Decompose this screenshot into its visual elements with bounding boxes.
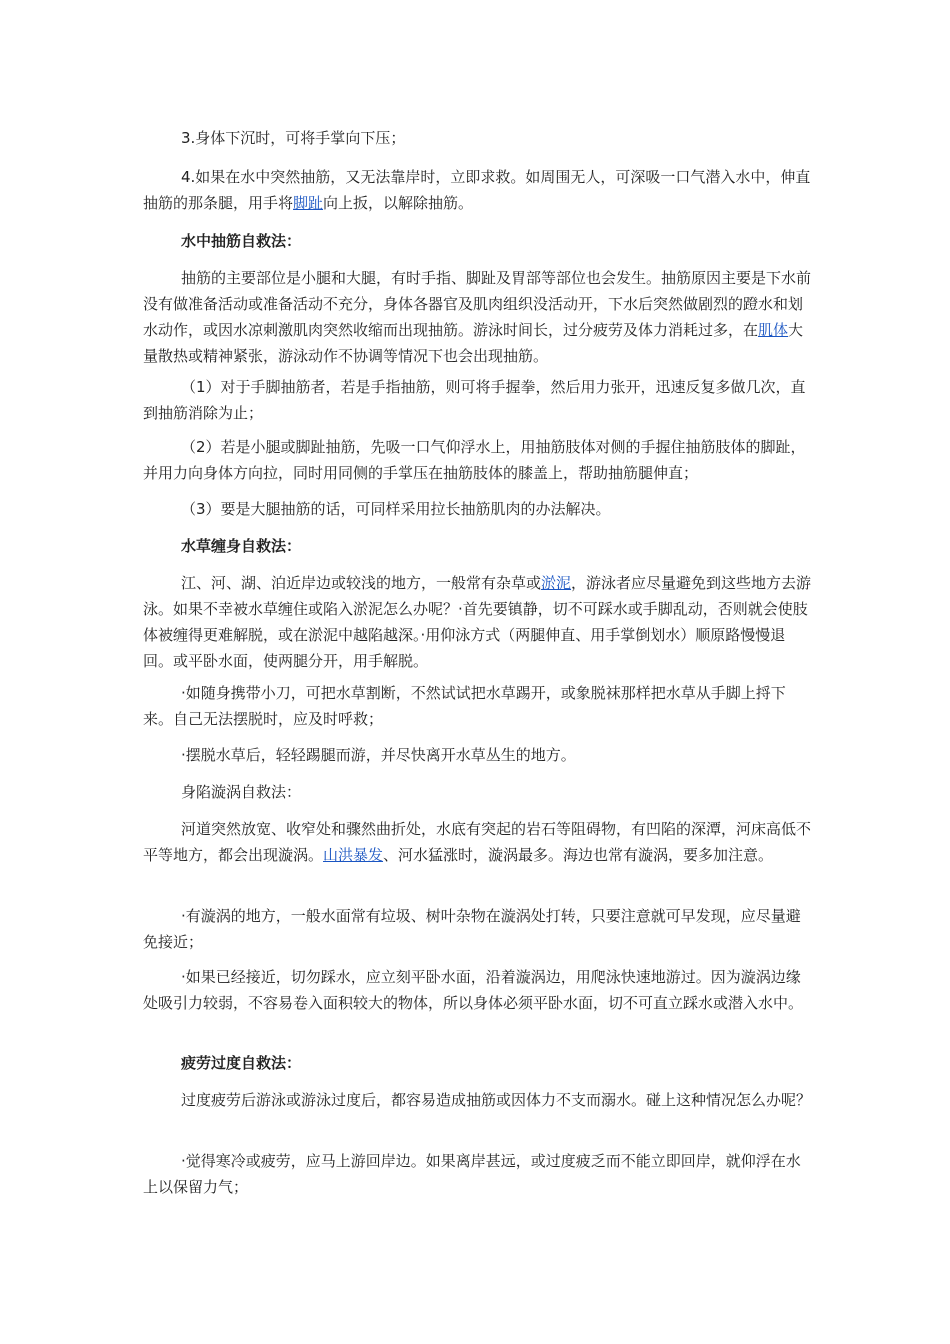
paragraph-calf-cramp: （2）若是小腿或脚趾抽筋，先吸一口气仰浮水上，用抽筋肢体对侧的手握住抽筋肢体的脚趾，并用力向身体方向拉，同时用同侧的手掌压在抽筋肢体的膝盖上，帮助抽筋腿伸直； [143, 438, 806, 482]
heading-weed-self-rescue: 水草缠身自救法： [181, 537, 302, 555]
paragraph-step-4: 4.如果在水中突然抽筋，又无法靠岸时，立即求救。如周围无人，可深吸一口气潜入水中，伸直抽筋的那条腿，用手将脚趾向上扳，以解除抽筋。 [143, 168, 811, 212]
paragraph-hand-cramp: （1）对于手脚抽筋者，若是手指抽筋，则可将手握拳，然后用力张开，迅速反复多做几次，直到抽筋消除为止； [143, 378, 806, 422]
heading-fatigue-self-rescue: 疲劳过度自救法： [181, 1054, 302, 1072]
paragraph-step-3: 3.身体下沉时，可将手掌向下压； [181, 129, 406, 147]
paragraph-thigh-cramp: （3）要是大腿抽筋的话，可同样采用拉长抽筋肌肉的办法解决。 [181, 500, 611, 518]
paragraph-whirlpool: 河道突然放宽、收窄处和骤然曲折处，水底有突起的岩石等阻碍物，有凹陷的深潭，河床高低不平等地方，都会出现漩涡。山洪暴发、河水猛涨时，漩涡最多。海边也常有漩涡，要多加注意。 [143, 820, 812, 864]
paragraph-fatigue: 过度疲劳后游泳或游泳过度后，都容易造成抽筋或因体力不支而溺水。碰上这种情况怎么办呢？ [181, 1091, 812, 1109]
paragraph-cold-fatigue: ·觉得寒冷或疲劳，应马上游回岸边。如果离岸甚远，或过度疲乏而不能立即回岸，就仰浮在水上以保留力气； [143, 1152, 801, 1196]
link-flash-flood[interactable]: 山洪暴发 [323, 846, 384, 864]
paragraph-avoid-whirlpool: ·有漩涡的地方，一般水面常有垃圾、树叶杂物在漩涡处打转，只要注意就可早发现，应尽量避免接近； [143, 907, 801, 951]
paragraph-cramp-causes: 抽筋的主要部位是小腿和大腿，有时手指、脚趾及胃部等部位也会发生。抽筋原因主要是下水前没有做准备活动或准备活动不充分，身体各器官及肌肉组织没活动开，下水后突然做剧烈的蹬水和划水动作，或因水凉刺激肌肉突然收缩而出现抽筋。游泳时间长，过分疲劳及体力消耗过多，在肌体大量散热或精神紧张，游泳动作不协调等情况下也会出现抽筋。 [143, 269, 812, 365]
paragraph-knife: ·如随身携带小刀，可把水草割断，不然试试把水草踢开，或象脱袜那样把水草从手脚上捋下来。自己无法摆脱时，应及时呼救； [143, 684, 786, 728]
heading-cramp-self-rescue: 水中抽筋自救法： [181, 232, 302, 250]
paragraph-weeds: 江、河、湖、泊近岸边或较浅的地方，一般常有杂草或淤泥，游泳者应尽量避免到这些地方去游泳。如果不幸被水草缠住或陷入淤泥怎么办呢？·首先要镇静，切不可踩水或手脚乱动，否则就会使肢体被缠得更难解脱，或在淤泥中越陷越深。·用仰泳方式（两腿伸直、用手掌倒划水）顺原路慢慢退回。或平卧水面，使两腿分开，用手解脱。 [143, 574, 812, 670]
paragraph-leave-weeds: ·摆脱水草后，轻轻踢腿而游，并尽快离开水草丛生的地方。 [181, 746, 576, 764]
link-body[interactable]: 肌体 [758, 321, 789, 339]
link-silt[interactable]: 淤泥 [541, 574, 572, 592]
paragraph-escape-whirlpool: ·如果已经接近，切勿踩水，应立刻平卧水面，沿着漩涡边，用爬泳快速地游过。因为漩涡边缘处吸引力较弱，不容易卷入面积较大的物体，所以身体必须平卧水面，切不可直立踩水或潜入水中。 [143, 968, 804, 1012]
heading-whirlpool-self-rescue: 身陷漩涡自救法： [181, 783, 302, 801]
link-toe[interactable]: 脚趾 [293, 194, 324, 212]
